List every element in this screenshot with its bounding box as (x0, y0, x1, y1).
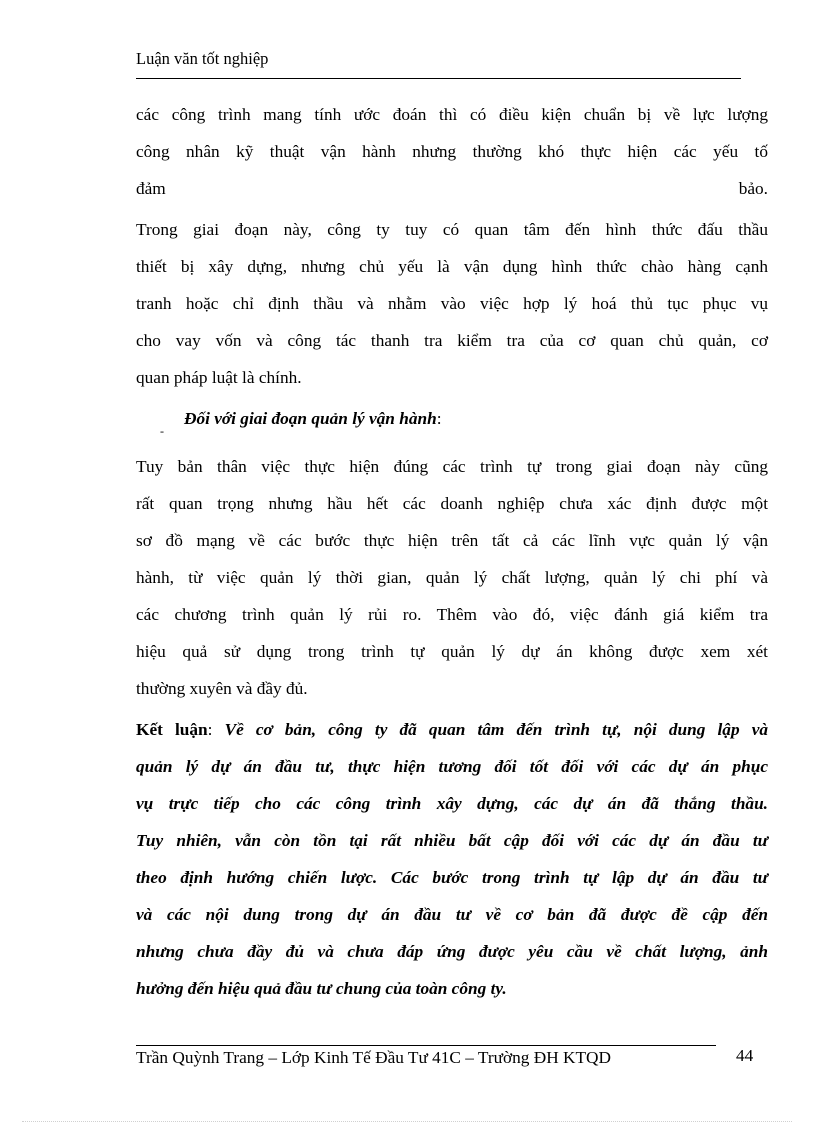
text-line: thiết bị xây dựng, nhưng chủ yếu là vận dụng hình thức chào hàng cạnh (136, 257, 768, 276)
text-line: cho vay vốn và công tác thanh tra kiểm tra của cơ quan chủ quản, cơ (136, 331, 768, 350)
text-line: tranh hoặc chỉ định thầu và nhằm vào việc hợp lý hoá thủ tục phục vụ (136, 294, 768, 313)
text-line: các chương trình quản lý rủi ro. Thêm vào đó, việc đánh giá kiểm tra (136, 605, 768, 624)
header-rule (136, 78, 741, 79)
text-line: các công trình mang tính ước đoán thì có điều kiện chuẩn bị về lực lượng (136, 105, 768, 124)
conclusion-line: Tuy nhiên, vẫn còn tồn tại rất nhiều bất cập đối với các dự án đầu tư (136, 831, 768, 850)
conclusion-line: quản lý dự án đầu tư, thực hiện tương đối tốt đối với các dự án phục (136, 757, 768, 776)
conclusion-first-line (136, 711, 768, 748)
page-edge-divider (22, 1121, 792, 1122)
heading-colon: : (436, 409, 442, 428)
document-body (136, 96, 768, 1007)
conclusion-text: Về cơ bản, công ty đã quan tâm đến trình tự, nội dung lập và (224, 720, 769, 739)
list-dash-marker: - (160, 424, 164, 438)
text-line: Trong giai đoạn này, công ty tuy có quan tâm đến hình thức đấu thầu (136, 220, 768, 239)
conclusion-line: theo định hướng chiến lược. Các bước trong trình tự lập dự án đầu tư (136, 868, 768, 887)
text-line: công nhân kỹ thuật vận hành nhưng thường khó thực hiện các yếu tố (136, 142, 768, 161)
conclusion-line: và các nội dung trong dự án đầu tư về cơ bản đã được đề cập đến (136, 905, 768, 924)
conclusion-separator: : (207, 720, 225, 739)
conclusion-paragraph (136, 711, 768, 1007)
text-line: thường xuyên và đầy đủ. (136, 679, 308, 698)
page-number: 44 (736, 1046, 754, 1065)
text-line: Tuy bản thân việc thực hiện đúng các trình tự trong giai đoạn này cũng (136, 457, 768, 476)
text-line: sơ đồ mạng về các bước thực hiện trên tất cả các lĩnh vực quản lý vận (136, 531, 768, 550)
conclusion-label: Kết luận (136, 720, 208, 739)
conclusion-line: nhưng chưa đầy đủ và chưa đáp ứng được yêu cầu về chất lượng, ảnh (136, 942, 768, 961)
text-line: rất quan trọng nhưng hầu hết các doanh nghiệp chưa xác định được một (136, 494, 768, 513)
section-heading (136, 400, 768, 437)
section-heading-text (184, 400, 442, 437)
paragraph-2 (136, 211, 768, 396)
text-line: hiệu quả sử dụng trong trình tự quản lý dự án không được xem xét (136, 642, 768, 661)
text-line: đảm bảo. (136, 179, 768, 198)
text-line: quan pháp luật là chính. (136, 368, 302, 387)
running-header: Luận văn tốt nghiệp (136, 49, 269, 68)
running-footer: Trần Quỳnh Trang – Lớp Kinh Tế Đầu Tư 41C – Trường ĐH KTQD (136, 1048, 611, 1067)
conclusion-line: vụ trực tiếp cho các công trình xây dựng, các dự án đã thắng thầu. (136, 794, 768, 813)
conclusion-line: hưởng đến hiệu quả đầu tư chung của toàn công ty. (136, 979, 507, 998)
text-line: hành, từ việc quản lý thời gian, quản lý chất lượng, quản lý chi phí và (136, 568, 768, 587)
paragraph-1 (136, 96, 768, 207)
paragraph-3 (136, 448, 768, 707)
heading-title: Đối với giai đoạn quản lý vận hành (184, 409, 437, 428)
